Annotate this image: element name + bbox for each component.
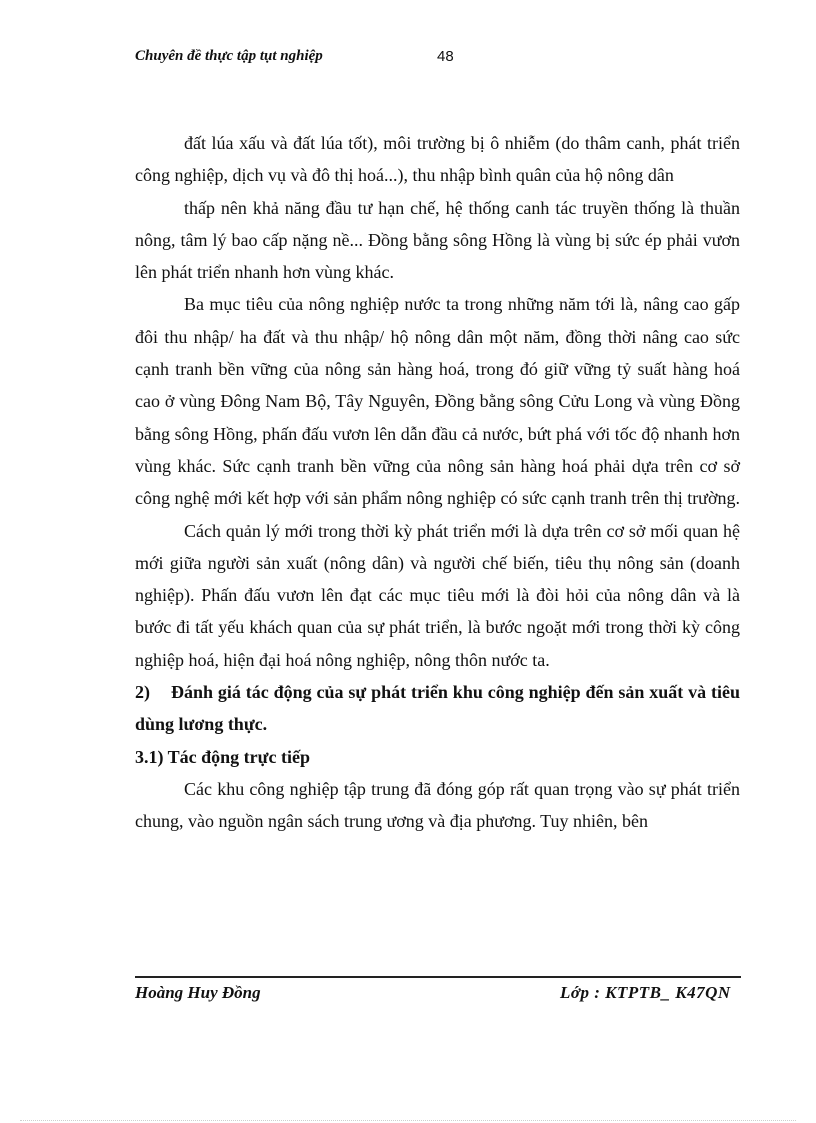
paragraph: đất lúa xấu và đất lúa tốt), môi trường bị ô nhiễm (do thâm canh, phát triển công nghiệp, dịch vụ và đô thị hoá...), thu nhập bình quân của hộ nông dân bbox=[135, 133, 740, 186]
section-number: 2) bbox=[135, 682, 150, 703]
footer-divider bbox=[135, 976, 741, 978]
footer-author: Hoàng Huy Đồng bbox=[135, 983, 261, 1002]
document-body bbox=[135, 127, 740, 838]
page-number: 48 bbox=[437, 48, 454, 65]
subsection-heading: 3.1) Tác động trực tiếp bbox=[135, 746, 310, 767]
paragraph: Ba mục tiêu của nông nghiệp nước ta trong những năm tới là, nâng cao gấp đôi thu nhập/ ha đất và thu nhập/ hộ nông dân một năm, đồng thời nâng cao sức cạnh tranh bền vững của nông sản hàng hoá, trong đó giữ vững tỷ suất hàng hoá cao ở vùng Đông Nam Bộ, Tây Nguyên, Đồng bằng sông Cửu Long và vùng Đồng bằng sông Hồng, phấn đấu vươn lên dẫn đầu cả nước, bứt phá với tốc độ nhanh hơn vùng khác. Sức cạnh tranh bền vững của nông sản hàng hoá phải dựa trên cơ sở công nghệ mới kết hợp với sản phẩm nông nghiệp có sức cạnh tranh trên thị trường. bbox=[135, 294, 740, 509]
section-heading-text: Đánh giá tác động của sự phát triển khu công nghiệp đến sản xuất và tiêu dùng lương thực. bbox=[135, 682, 740, 735]
page-bottom-border bbox=[20, 1120, 796, 1121]
paragraph: Cách quản lý mới trong thời kỳ phát triển mới là dựa trên cơ sở mối quan hệ mới giữa người sản xuất (nông dân) và người chế biến, tiêu thụ nông sản (doanh nghiệp). Phấn đấu vươn lên đạt các mục tiêu mới là đòi hỏi của nông dân và là bước đi tất yếu khách quan của sự phát triển, là bước ngoặt mới trong thời kỳ công nghiệp hoá, hiện đại hoá nông nghiệp, nông thôn nước ta. bbox=[135, 520, 740, 670]
paragraph: Các khu công nghiệp tập trung đã đóng góp rất quan trọng vào sự phát triển chung, vào nguồn ngân sách trung ương và địa phương. Tuy nhiên, bên bbox=[135, 778, 740, 832]
page-header bbox=[135, 48, 745, 70]
paragraph: thấp nên khả năng đầu tư hạn chế, hệ thống canh tác truyền thống là thuần nông, tâm lý bao cấp nặng nề... Đồng bằng sông Hồng là vùng bị sức ép phải vươn lên phát triển nhanh hơn vùng khác. bbox=[135, 197, 740, 283]
footer-class: Lớp : KTPTB_ K47QN bbox=[560, 983, 731, 1002]
header-title: Chuyên đề thực tập tụt nghiệp bbox=[135, 48, 323, 64]
section-heading bbox=[135, 676, 740, 741]
